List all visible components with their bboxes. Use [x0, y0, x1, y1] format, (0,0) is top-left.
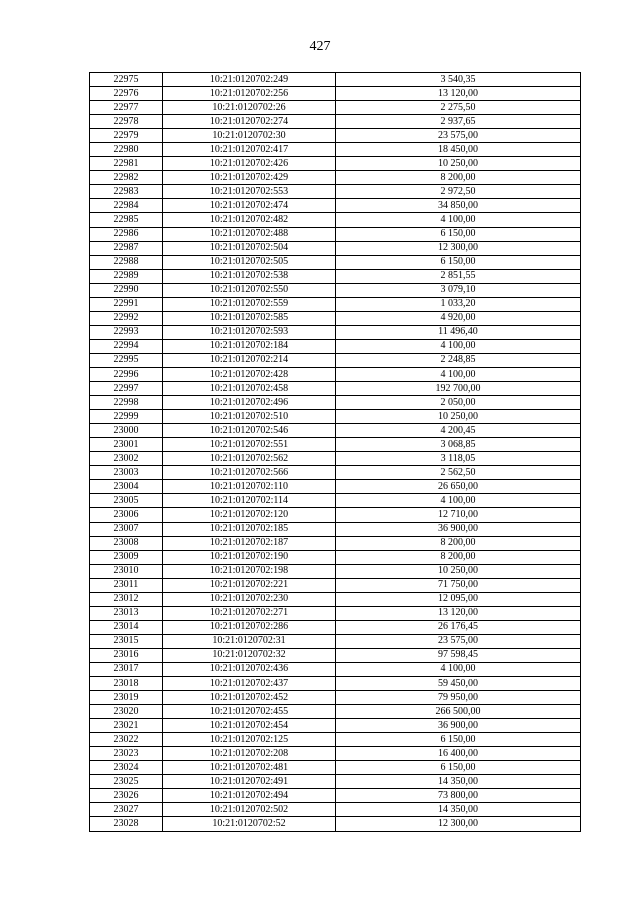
row-number-cell: 22981 [90, 157, 163, 171]
table-row [90, 775, 581, 789]
row-number-cell: 22989 [90, 269, 163, 283]
table-row [90, 353, 581, 367]
table-row [90, 297, 581, 311]
cadastral-number-cell: 10:21:0120702:566 [163, 466, 336, 480]
table-row [90, 410, 581, 424]
row-number-cell: 23021 [90, 719, 163, 733]
value-cell: 3 068,85 [336, 438, 581, 452]
table-row [90, 705, 581, 719]
cadastral-number-cell: 10:21:0120702:426 [163, 157, 336, 171]
row-number-cell: 23000 [90, 424, 163, 438]
row-number-cell: 22979 [90, 129, 163, 143]
value-cell: 23 575,00 [336, 634, 581, 648]
row-number-cell: 23005 [90, 494, 163, 508]
table-row [90, 269, 581, 283]
row-number-cell: 22985 [90, 213, 163, 227]
table-row [90, 185, 581, 199]
cadastral-number-cell: 10:21:0120702:249 [163, 73, 336, 87]
value-cell: 4 200,45 [336, 424, 581, 438]
value-cell: 2 562,50 [336, 466, 581, 480]
cadastral-number-cell: 10:21:0120702:286 [163, 620, 336, 634]
value-cell: 79 950,00 [336, 691, 581, 705]
table-row [90, 227, 581, 241]
value-cell: 12 710,00 [336, 508, 581, 522]
value-cell: 4 100,00 [336, 367, 581, 381]
value-cell: 4 100,00 [336, 494, 581, 508]
table-row [90, 143, 581, 157]
row-number-cell: 22977 [90, 101, 163, 115]
cadastral-number-cell: 10:21:0120702:208 [163, 747, 336, 761]
value-cell: 71 750,00 [336, 578, 581, 592]
value-cell: 13 120,00 [336, 87, 581, 101]
table-row [90, 396, 581, 410]
cadastral-number-cell: 10:21:0120702:481 [163, 761, 336, 775]
value-cell: 14 350,00 [336, 775, 581, 789]
table-row [90, 789, 581, 803]
table-row [90, 803, 581, 817]
row-number-cell: 23014 [90, 620, 163, 634]
cadastral-number-cell: 10:21:0120702:491 [163, 775, 336, 789]
value-cell: 2 937,65 [336, 115, 581, 129]
row-number-cell: 23017 [90, 662, 163, 676]
table-row [90, 424, 581, 438]
table-row [90, 199, 581, 213]
row-number-cell: 23019 [90, 691, 163, 705]
row-number-cell: 23027 [90, 803, 163, 817]
row-number-cell: 22983 [90, 185, 163, 199]
cadastral-number-cell: 10:21:0120702:585 [163, 311, 336, 325]
table-row [90, 536, 581, 550]
table-row [90, 115, 581, 129]
table-row [90, 761, 581, 775]
table-row [90, 213, 581, 227]
table-row [90, 87, 581, 101]
cadastral-number-cell: 10:21:0120702:496 [163, 396, 336, 410]
value-cell: 26 650,00 [336, 480, 581, 494]
value-cell: 2 275,50 [336, 101, 581, 115]
table-row [90, 452, 581, 466]
value-cell: 3 079,10 [336, 283, 581, 297]
table-row [90, 677, 581, 691]
row-number-cell: 23001 [90, 438, 163, 452]
cadastral-number-cell: 10:21:0120702:120 [163, 508, 336, 522]
value-cell: 10 250,00 [336, 410, 581, 424]
cadastral-number-cell: 10:21:0120702:52 [163, 817, 336, 831]
row-number-cell: 23009 [90, 550, 163, 564]
table-row [90, 817, 581, 831]
row-number-cell: 22993 [90, 325, 163, 339]
row-number-cell: 22978 [90, 115, 163, 129]
row-number-cell: 23013 [90, 606, 163, 620]
table-row [90, 662, 581, 676]
row-number-cell: 22991 [90, 297, 163, 311]
table-row [90, 747, 581, 761]
row-number-cell: 23020 [90, 705, 163, 719]
table-row [90, 325, 581, 339]
value-cell: 73 800,00 [336, 789, 581, 803]
cadastral-number-cell: 10:21:0120702:190 [163, 550, 336, 564]
cadastral-number-cell: 10:21:0120702:553 [163, 185, 336, 199]
table-row [90, 494, 581, 508]
value-cell: 6 150,00 [336, 733, 581, 747]
value-cell: 192 700,00 [336, 382, 581, 396]
row-number-cell: 22984 [90, 199, 163, 213]
value-cell: 266 500,00 [336, 705, 581, 719]
cadastral-number-cell: 10:21:0120702:550 [163, 283, 336, 297]
table-row [90, 578, 581, 592]
table-row [90, 522, 581, 536]
value-cell: 26 176,45 [336, 620, 581, 634]
row-number-cell: 22990 [90, 283, 163, 297]
cadastral-number-cell: 10:21:0120702:454 [163, 719, 336, 733]
cadastral-number-cell: 10:21:0120702:32 [163, 648, 336, 662]
row-number-cell: 22980 [90, 143, 163, 157]
row-number-cell: 23003 [90, 466, 163, 480]
cadastral-number-cell: 10:21:0120702:271 [163, 606, 336, 620]
table-row [90, 339, 581, 353]
row-number-cell: 22996 [90, 367, 163, 381]
cadastral-number-cell: 10:21:0120702:187 [163, 536, 336, 550]
row-number-cell: 23016 [90, 648, 163, 662]
row-number-cell: 22992 [90, 311, 163, 325]
table-row [90, 129, 581, 143]
value-cell: 2 050,00 [336, 396, 581, 410]
row-number-cell: 22999 [90, 410, 163, 424]
row-number-cell: 23007 [90, 522, 163, 536]
cadastral-number-cell: 10:21:0120702:505 [163, 255, 336, 269]
row-number-cell: 22997 [90, 382, 163, 396]
table-row [90, 733, 581, 747]
row-number-cell: 23008 [90, 536, 163, 550]
cadastral-number-cell: 10:21:0120702:488 [163, 227, 336, 241]
cadastral-number-cell: 10:21:0120702:502 [163, 803, 336, 817]
cadastral-number-cell: 10:21:0120702:184 [163, 339, 336, 353]
value-cell: 3 118,05 [336, 452, 581, 466]
table-row [90, 157, 581, 171]
value-cell: 8 200,00 [336, 171, 581, 185]
row-number-cell: 23015 [90, 634, 163, 648]
value-cell: 2 248,85 [336, 353, 581, 367]
value-cell: 16 400,00 [336, 747, 581, 761]
row-number-cell: 22986 [90, 227, 163, 241]
value-cell: 6 150,00 [336, 227, 581, 241]
row-number-cell: 23006 [90, 508, 163, 522]
row-number-cell: 22998 [90, 396, 163, 410]
cadastral-number-cell: 10:21:0120702:417 [163, 143, 336, 157]
cadastral-number-cell: 10:21:0120702:31 [163, 634, 336, 648]
table-row [90, 73, 581, 87]
value-cell: 1 033,20 [336, 297, 581, 311]
value-cell: 4 100,00 [336, 213, 581, 227]
cadastral-number-cell: 10:21:0120702:274 [163, 115, 336, 129]
value-cell: 12 095,00 [336, 592, 581, 606]
table-row [90, 283, 581, 297]
table-row [90, 255, 581, 269]
row-number-cell: 23012 [90, 592, 163, 606]
cadastral-number-cell: 10:21:0120702:510 [163, 410, 336, 424]
cadastral-number-cell: 10:21:0120702:429 [163, 171, 336, 185]
table-row [90, 719, 581, 733]
table-row [90, 691, 581, 705]
cadastral-number-cell: 10:21:0120702:482 [163, 213, 336, 227]
value-cell: 6 150,00 [336, 255, 581, 269]
row-number-cell: 23011 [90, 578, 163, 592]
table-row [90, 606, 581, 620]
table-row [90, 367, 581, 381]
value-cell: 8 200,00 [336, 550, 581, 564]
value-cell: 59 450,00 [336, 677, 581, 691]
page-number: 427 [309, 39, 331, 54]
row-number-cell: 23002 [90, 452, 163, 466]
cadastral-number-cell: 10:21:0120702:125 [163, 733, 336, 747]
cadastral-number-cell: 10:21:0120702:256 [163, 87, 336, 101]
cadastral-number-cell: 10:21:0120702:114 [163, 494, 336, 508]
cadastral-number-cell: 10:21:0120702:452 [163, 691, 336, 705]
row-number-cell: 22982 [90, 171, 163, 185]
table-row [90, 382, 581, 396]
value-cell: 36 900,00 [336, 719, 581, 733]
value-cell: 10 250,00 [336, 564, 581, 578]
cadastral-number-cell: 10:21:0120702:26 [163, 101, 336, 115]
table-row [90, 508, 581, 522]
value-cell: 2 972,50 [336, 185, 581, 199]
cadastral-number-cell: 10:21:0120702:185 [163, 522, 336, 536]
row-number-cell: 22995 [90, 353, 163, 367]
cadastral-number-cell: 10:21:0120702:436 [163, 662, 336, 676]
cadastral-number-cell: 10:21:0120702:214 [163, 353, 336, 367]
row-number-cell: 23004 [90, 480, 163, 494]
row-number-cell: 23024 [90, 761, 163, 775]
value-cell: 4 920,00 [336, 311, 581, 325]
cadastral-number-cell: 10:21:0120702:30 [163, 129, 336, 143]
row-number-cell: 22994 [90, 339, 163, 353]
row-number-cell: 22975 [90, 73, 163, 87]
value-cell: 10 250,00 [336, 157, 581, 171]
table-row [90, 564, 581, 578]
value-cell: 3 540,35 [336, 73, 581, 87]
value-cell: 14 350,00 [336, 803, 581, 817]
row-number-cell: 23023 [90, 747, 163, 761]
value-cell: 4 100,00 [336, 339, 581, 353]
cadastral-number-cell: 10:21:0120702:230 [163, 592, 336, 606]
cadastral-number-cell: 10:21:0120702:455 [163, 705, 336, 719]
cadastral-number-cell: 10:21:0120702:559 [163, 297, 336, 311]
table-row [90, 592, 581, 606]
value-cell: 97 598,45 [336, 648, 581, 662]
table-row [90, 466, 581, 480]
value-cell: 12 300,00 [336, 817, 581, 831]
value-cell: 13 120,00 [336, 606, 581, 620]
row-number-cell: 23025 [90, 775, 163, 789]
row-number-cell: 23022 [90, 733, 163, 747]
row-number-cell: 22987 [90, 241, 163, 255]
table-row [90, 648, 581, 662]
cadastral-number-cell: 10:21:0120702:221 [163, 578, 336, 592]
table-row [90, 480, 581, 494]
cadastral-number-cell: 10:21:0120702:593 [163, 325, 336, 339]
value-cell: 11 496,40 [336, 325, 581, 339]
cadastral-number-cell: 10:21:0120702:458 [163, 382, 336, 396]
cadastral-number-cell: 10:21:0120702:110 [163, 480, 336, 494]
row-number-cell: 23018 [90, 677, 163, 691]
data-table [89, 72, 581, 832]
value-cell: 23 575,00 [336, 129, 581, 143]
cadastral-number-cell: 10:21:0120702:546 [163, 424, 336, 438]
value-cell: 4 100,00 [336, 662, 581, 676]
cadastral-number-cell: 10:21:0120702:551 [163, 438, 336, 452]
table-row [90, 101, 581, 115]
row-number-cell: 22988 [90, 255, 163, 269]
value-cell: 34 850,00 [336, 199, 581, 213]
value-cell: 2 851,55 [336, 269, 581, 283]
row-number-cell: 22976 [90, 87, 163, 101]
cadastral-number-cell: 10:21:0120702:494 [163, 789, 336, 803]
value-cell: 8 200,00 [336, 536, 581, 550]
row-number-cell: 23010 [90, 564, 163, 578]
cadastral-number-cell: 10:21:0120702:437 [163, 677, 336, 691]
value-cell: 12 300,00 [336, 241, 581, 255]
cadastral-number-cell: 10:21:0120702:504 [163, 241, 336, 255]
cadastral-number-cell: 10:21:0120702:198 [163, 564, 336, 578]
value-cell: 6 150,00 [336, 761, 581, 775]
table-row [90, 171, 581, 185]
value-cell: 18 450,00 [336, 143, 581, 157]
table-row [90, 241, 581, 255]
table-row [90, 311, 581, 325]
table-row [90, 620, 581, 634]
cadastral-number-cell: 10:21:0120702:562 [163, 452, 336, 466]
table-row [90, 438, 581, 452]
cadastral-number-cell: 10:21:0120702:474 [163, 199, 336, 213]
cadastral-number-cell: 10:21:0120702:538 [163, 269, 336, 283]
table-row [90, 550, 581, 564]
table-row [90, 634, 581, 648]
value-cell: 36 900,00 [336, 522, 581, 536]
table-body [90, 73, 581, 832]
cadastral-number-cell: 10:21:0120702:428 [163, 367, 336, 381]
row-number-cell: 23026 [90, 789, 163, 803]
row-number-cell: 23028 [90, 817, 163, 831]
